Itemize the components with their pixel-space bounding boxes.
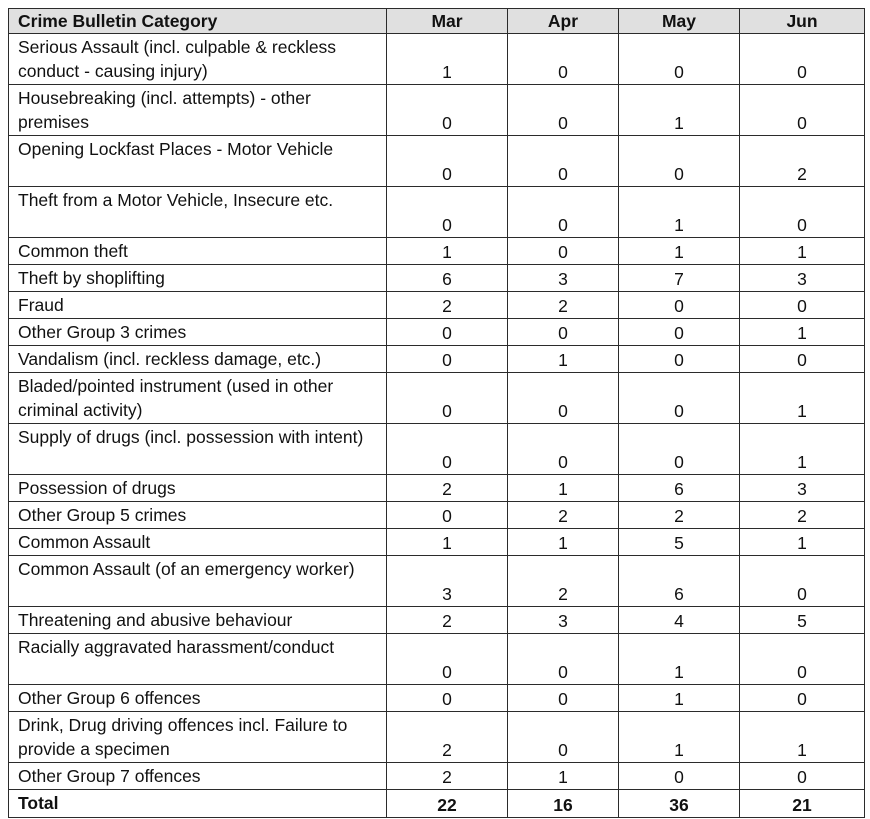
value-cell-jun: 2 bbox=[740, 502, 865, 529]
value-cell-jun: 0 bbox=[740, 556, 865, 607]
value-cell-may: 6 bbox=[619, 475, 740, 502]
value-cell-may: 1 bbox=[619, 85, 740, 136]
total-label: Total bbox=[9, 790, 387, 818]
value-cell-may: 1 bbox=[619, 685, 740, 712]
category-cell: Other Group 3 crimes bbox=[9, 319, 387, 346]
value-cell-jun: 0 bbox=[740, 85, 865, 136]
value-cell-jun: 0 bbox=[740, 685, 865, 712]
value-cell-mar: 0 bbox=[387, 502, 508, 529]
value-cell-apr: 2 bbox=[508, 502, 619, 529]
category-cell: Vandalism (incl. reckless damage, etc.) bbox=[9, 346, 387, 373]
value-cell-mar: 2 bbox=[387, 292, 508, 319]
value-cell-jun: 0 bbox=[740, 346, 865, 373]
value-cell-may: 0 bbox=[619, 424, 740, 475]
category-cell: Threatening and abusive behaviour bbox=[9, 607, 387, 634]
value-cell-may: 7 bbox=[619, 265, 740, 292]
table-row bbox=[9, 607, 865, 634]
value-cell-mar: 0 bbox=[387, 634, 508, 685]
category-cell: Other Group 7 offences bbox=[9, 763, 387, 790]
value-cell-may: 0 bbox=[619, 373, 740, 424]
value-cell-mar: 6 bbox=[387, 265, 508, 292]
value-cell-may: 6 bbox=[619, 556, 740, 607]
value-cell-may: 0 bbox=[619, 34, 740, 85]
value-cell-may: 1 bbox=[619, 712, 740, 763]
value-cell-apr: 0 bbox=[508, 634, 619, 685]
category-cell: Bladed/pointed instrument (used in other criminal activity) bbox=[9, 373, 387, 424]
value-cell-apr: 3 bbox=[508, 265, 619, 292]
category-cell: Theft from a Motor Vehicle, Insecure etc. bbox=[9, 187, 387, 238]
value-cell-jun: 0 bbox=[740, 634, 865, 685]
value-cell-may: 0 bbox=[619, 763, 740, 790]
value-cell-apr: 2 bbox=[508, 292, 619, 319]
value-cell-mar: 1 bbox=[387, 34, 508, 85]
value-cell-may: 0 bbox=[619, 292, 740, 319]
table-row bbox=[9, 685, 865, 712]
value-cell-jun: 5 bbox=[740, 607, 865, 634]
category-cell: Theft by shoplifting bbox=[9, 265, 387, 292]
category-cell: Common Assault bbox=[9, 529, 387, 556]
crime-bulletin-table-container bbox=[8, 8, 865, 818]
value-cell-apr: 0 bbox=[508, 712, 619, 763]
value-cell-mar: 0 bbox=[387, 187, 508, 238]
value-cell-mar: 0 bbox=[387, 373, 508, 424]
table-row bbox=[9, 238, 865, 265]
total-value-mar: 22 bbox=[387, 790, 508, 818]
header-category: Crime Bulletin Category bbox=[9, 9, 387, 34]
value-cell-mar: 2 bbox=[387, 712, 508, 763]
crime-bulletin-table bbox=[8, 8, 865, 818]
table-row bbox=[9, 529, 865, 556]
table-row bbox=[9, 763, 865, 790]
value-cell-mar: 0 bbox=[387, 346, 508, 373]
value-cell-mar: 0 bbox=[387, 685, 508, 712]
value-cell-apr: 0 bbox=[508, 319, 619, 346]
table-row bbox=[9, 136, 865, 187]
value-cell-jun: 1 bbox=[740, 529, 865, 556]
value-cell-apr: 1 bbox=[508, 475, 619, 502]
value-cell-jun: 1 bbox=[740, 712, 865, 763]
value-cell-apr: 0 bbox=[508, 238, 619, 265]
value-cell-apr: 0 bbox=[508, 373, 619, 424]
total-row bbox=[9, 790, 865, 818]
category-cell: Opening Lockfast Places - Motor Vehicle bbox=[9, 136, 387, 187]
value-cell-jun: 3 bbox=[740, 265, 865, 292]
value-cell-jun: 0 bbox=[740, 763, 865, 790]
value-cell-may: 2 bbox=[619, 502, 740, 529]
value-cell-apr: 0 bbox=[508, 85, 619, 136]
header-month-jun: Jun bbox=[740, 9, 865, 34]
value-cell-apr: 1 bbox=[508, 763, 619, 790]
value-cell-jun: 1 bbox=[740, 373, 865, 424]
value-cell-apr: 0 bbox=[508, 136, 619, 187]
total-value-apr: 16 bbox=[508, 790, 619, 818]
value-cell-apr: 0 bbox=[508, 34, 619, 85]
category-cell: Other Group 6 offences bbox=[9, 685, 387, 712]
table-row bbox=[9, 292, 865, 319]
value-cell-may: 5 bbox=[619, 529, 740, 556]
table-row bbox=[9, 556, 865, 607]
value-cell-may: 0 bbox=[619, 346, 740, 373]
category-cell: Common theft bbox=[9, 238, 387, 265]
value-cell-apr: 3 bbox=[508, 607, 619, 634]
table-row bbox=[9, 346, 865, 373]
value-cell-jun: 1 bbox=[740, 319, 865, 346]
value-cell-jun: 0 bbox=[740, 34, 865, 85]
value-cell-may: 0 bbox=[619, 136, 740, 187]
value-cell-mar: 0 bbox=[387, 136, 508, 187]
header-month-may: May bbox=[619, 9, 740, 34]
category-cell: Fraud bbox=[9, 292, 387, 319]
value-cell-may: 0 bbox=[619, 319, 740, 346]
table-row bbox=[9, 712, 865, 763]
value-cell-may: 4 bbox=[619, 607, 740, 634]
value-cell-apr: 0 bbox=[508, 424, 619, 475]
value-cell-apr: 0 bbox=[508, 187, 619, 238]
category-cell: Other Group 5 crimes bbox=[9, 502, 387, 529]
header-row bbox=[9, 9, 865, 34]
category-cell: Common Assault (of an emergency worker) bbox=[9, 556, 387, 607]
value-cell-apr: 2 bbox=[508, 556, 619, 607]
table-row bbox=[9, 373, 865, 424]
value-cell-jun: 1 bbox=[740, 424, 865, 475]
category-cell: Supply of drugs (incl. possession with intent) bbox=[9, 424, 387, 475]
value-cell-may: 1 bbox=[619, 634, 740, 685]
table-row bbox=[9, 34, 865, 85]
value-cell-jun: 3 bbox=[740, 475, 865, 502]
category-cell: Racially aggravated harassment/conduct bbox=[9, 634, 387, 685]
table-row bbox=[9, 634, 865, 685]
table-row bbox=[9, 502, 865, 529]
value-cell-mar: 2 bbox=[387, 607, 508, 634]
value-cell-jun: 0 bbox=[740, 292, 865, 319]
category-cell: Possession of drugs bbox=[9, 475, 387, 502]
total-value-may: 36 bbox=[619, 790, 740, 818]
table-row bbox=[9, 475, 865, 502]
value-cell-jun: 1 bbox=[740, 238, 865, 265]
value-cell-may: 1 bbox=[619, 238, 740, 265]
header-month-apr: Apr bbox=[508, 9, 619, 34]
value-cell-mar: 0 bbox=[387, 424, 508, 475]
value-cell-jun: 2 bbox=[740, 136, 865, 187]
table-row bbox=[9, 265, 865, 292]
category-cell: Housebreaking (incl. attempts) - other premises bbox=[9, 85, 387, 136]
value-cell-mar: 1 bbox=[387, 529, 508, 556]
table-row bbox=[9, 187, 865, 238]
table-row bbox=[9, 319, 865, 346]
value-cell-mar: 0 bbox=[387, 319, 508, 346]
value-cell-apr: 0 bbox=[508, 685, 619, 712]
value-cell-apr: 1 bbox=[508, 529, 619, 556]
value-cell-mar: 2 bbox=[387, 763, 508, 790]
header-month-mar: Mar bbox=[387, 9, 508, 34]
category-cell: Drink, Drug driving offences incl. Failure to provide a specimen bbox=[9, 712, 387, 763]
table-row bbox=[9, 85, 865, 136]
value-cell-jun: 0 bbox=[740, 187, 865, 238]
total-value-jun: 21 bbox=[740, 790, 865, 818]
table-row bbox=[9, 424, 865, 475]
category-cell: Serious Assault (incl. culpable & reckless conduct - causing injury) bbox=[9, 34, 387, 85]
value-cell-apr: 1 bbox=[508, 346, 619, 373]
value-cell-mar: 0 bbox=[387, 85, 508, 136]
value-cell-may: 1 bbox=[619, 187, 740, 238]
value-cell-mar: 1 bbox=[387, 238, 508, 265]
value-cell-mar: 3 bbox=[387, 556, 508, 607]
value-cell-mar: 2 bbox=[387, 475, 508, 502]
